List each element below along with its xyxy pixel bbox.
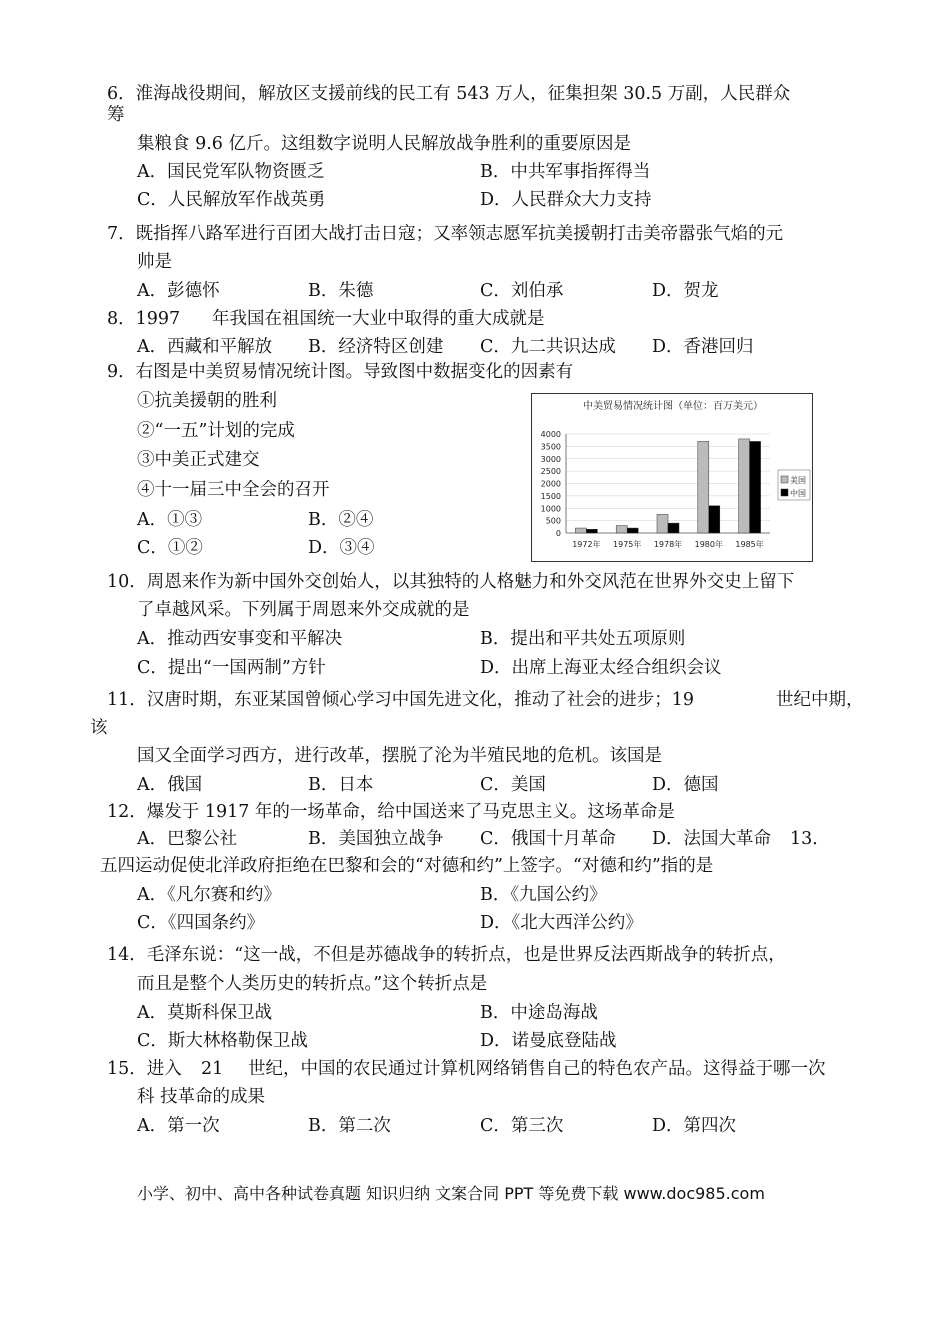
chart-bar [750, 441, 761, 533]
q11-option-b: B．日本 [308, 775, 374, 795]
q9-stem: 9．右图是中美贸易情况统计图。导致图中数据变化的因素有 [107, 362, 574, 382]
q7-option-a: A．彭德怀 [137, 281, 220, 301]
q9-item-2: ②“一五”计划的完成 [137, 421, 295, 441]
chart-y-tick-label: 1000 [540, 504, 561, 514]
q14-option-c: C．斯大林格勒保卫战 [137, 1031, 308, 1051]
chart-bar [668, 523, 679, 533]
chart-y-tick-label: 3000 [540, 454, 561, 464]
q14-stem-line2: 而且是整个人类历史的转折点。”这个转折点是 [137, 974, 488, 994]
q13-option-a: A．《凡尔赛和约》 [137, 885, 281, 905]
q11-option-a: A．俄国 [137, 775, 203, 795]
chart-legend-swatch [781, 489, 788, 496]
chart-x-tick-label: 1980年 [694, 540, 723, 549]
q8-option-a: A．西藏和平解放 [137, 337, 273, 357]
q15-stem-line1b: 21 [201, 1059, 224, 1079]
chart-bar [739, 439, 750, 533]
q11-option-c: C．美国 [480, 775, 546, 795]
chart-legend-swatch [781, 476, 788, 483]
trade-chart-svg [532, 394, 814, 563]
q8-option-c: C．九二共识达成 [480, 337, 616, 357]
q6-stem-line1: 6．淮海战役期间，解放区支援前线的民工有 543 万人，征集担架 30.5 万副，人民群众 [107, 84, 791, 104]
q9-option-b: B．②④ [308, 510, 374, 530]
q15-option-b: B．第二次 [308, 1116, 391, 1136]
q15-stem-line2: 科 技革命的成果 [137, 1087, 266, 1107]
chart-y-tick-label: 2500 [540, 467, 561, 477]
chart-legend-label: 美国 [790, 476, 806, 485]
chart-x-tick-label: 1972年 [572, 540, 601, 549]
chart-bar [627, 528, 638, 533]
q7-option-d: D．贺龙 [652, 281, 719, 301]
q13-stem: 五四运动促使北洋政府拒绝在巴黎和会的“对德和约”上签字。“对德和约”指的是 [100, 856, 714, 876]
q9-option-c: C．①② [137, 538, 203, 558]
q11-stem-line2: 国又全面学习西方，进行改革，摆脱了沦为半殖民地的危机。该国是 [137, 746, 662, 766]
chart-y-tick-label: 1500 [540, 491, 561, 501]
q15-stem-line1a: 15．进入 [107, 1059, 182, 1079]
q8-option-b: B．经济特区创建 [308, 337, 444, 357]
q13-option-c: C．《四国条约》 [137, 913, 265, 933]
q10-option-c: C．提出“一国两制”方针 [137, 658, 326, 678]
q6-stem-line2: 集粮食 9.6 亿斤。这组数字说明人民解放战争胜利的重要原因是 [137, 134, 631, 154]
chart-x-tick-label: 1985年 [735, 540, 764, 549]
chart-bar [616, 526, 627, 533]
q10-option-a: A．推动西安事变和平解决 [137, 629, 343, 649]
q11-stem-line1a: 11．汉唐时期，东亚某国曾倾心学习中国先进文化，推动了社会的进步；19 [107, 690, 695, 710]
q13-option-d: D．《北大西洋公约》 [480, 913, 643, 933]
chart-y-tick-label: 500 [545, 516, 561, 526]
chart-y-tick-label: 3500 [540, 442, 561, 452]
q10-stem-line2: 了卓越风采。下列属于周恩来外交成就的是 [137, 600, 470, 620]
q7-option-c: C．刘伯承 [480, 281, 564, 301]
q11-stem-line1b: 世纪中期， [776, 690, 864, 710]
q15-option-d: D．第四次 [652, 1116, 737, 1136]
chart-bar [575, 528, 586, 533]
q10-option-d: D．出席上海亚太经合组织会议 [480, 658, 722, 678]
q8-stem: 年我国在祖国统一大业中取得的重大成就是 [212, 309, 545, 329]
q13-number: 13． [790, 829, 830, 849]
q6-option-d: D．人民群众大力支持 [480, 190, 652, 210]
chart-bar [698, 441, 709, 533]
q15-option-c: C．第三次 [480, 1116, 564, 1136]
trade-chart [531, 393, 813, 562]
chart-x-tick-label: 1975年 [613, 540, 642, 549]
q14-stem-line1: 14．毛泽东说：“这一战，不但是苏德战争的转折点，也是世界反法西斯战争的转折点， [107, 945, 786, 965]
chart-y-tick-label: 2000 [540, 479, 561, 489]
q6-option-c: C．人民解放军作战英勇 [137, 190, 326, 210]
q9-option-a: A．①③ [137, 510, 203, 530]
q7-stem-line2: 帅是 [137, 252, 172, 272]
q8-number: 8．1997 [107, 309, 181, 329]
q7-stem-line1: 7．既指挥八路军进行百团大战打击日寇；又率领志愿军抗美援朝打击美帝嚣张气焰的元 [107, 224, 784, 244]
q8-option-d: D．香港回归 [652, 337, 754, 357]
q14-option-d: D．诺曼底登陆战 [480, 1031, 617, 1051]
q10-stem-line1: 10．周恩来作为新中国外交创始人，以其独特的人格魅力和外交风范在世界外交史上留下 [107, 572, 795, 592]
page-footer: 小学、初中、高中各种试卷真题 知识归纳 文案合同 PPT 等免费下载 www.doc985.com [137, 1184, 765, 1203]
q14-option-a: A．莫斯科保卫战 [137, 1003, 273, 1023]
chart-legend-label: 中国 [790, 489, 806, 498]
q6-stem-wrap: 筹 [107, 105, 125, 125]
q9-item-3: ③中美正式建交 [137, 450, 260, 470]
q15-stem-line1c: 世纪，中国的农民通过计算机网络销售自己的特色农产品。这得益于哪一次 [248, 1059, 826, 1079]
chart-bar [586, 529, 597, 533]
q12-stem: 12．爆发于 1917 年的一场革命，给中国送来了马克思主义。这场革命是 [107, 802, 675, 822]
chart-bar [709, 506, 720, 533]
chart-y-tick-label: 4000 [540, 430, 561, 439]
q6-option-a: A．国民党军队物资匮乏 [137, 162, 325, 182]
q9-item-4: ④十一届三中全会的召开 [137, 480, 330, 500]
q12-option-c: C．俄国十月革命 [480, 829, 616, 849]
q13-option-b: B．《九国公约》 [480, 885, 607, 905]
q15-option-a: A．第一次 [137, 1116, 220, 1136]
q11-stem-wrap: 该 [90, 718, 108, 738]
chart-y-tick-label: 0 [555, 529, 561, 538]
q9-option-d: D．③④ [308, 538, 375, 558]
q14-option-b: B．中途岛海战 [480, 1003, 598, 1023]
q6-option-b: B．中共军事指挥得当 [480, 162, 651, 182]
q12-option-a: A．巴黎公社 [137, 829, 238, 849]
q10-option-b: B．提出和平共处五项原则 [480, 629, 686, 649]
q12-option-b: B．美国独立战争 [308, 829, 444, 849]
chart-x-tick-label: 1978年 [653, 540, 683, 549]
q7-option-b: B．朱德 [308, 281, 374, 301]
chart-bar [657, 514, 668, 533]
q12-option-d: D．法国大革命 [652, 829, 772, 849]
chart-title: 中美贸易情况统计图（单位：百万美元） [583, 401, 763, 412]
q11-option-d: D．德国 [652, 775, 719, 795]
q9-item-1: ①抗美援朝的胜利 [137, 391, 277, 411]
